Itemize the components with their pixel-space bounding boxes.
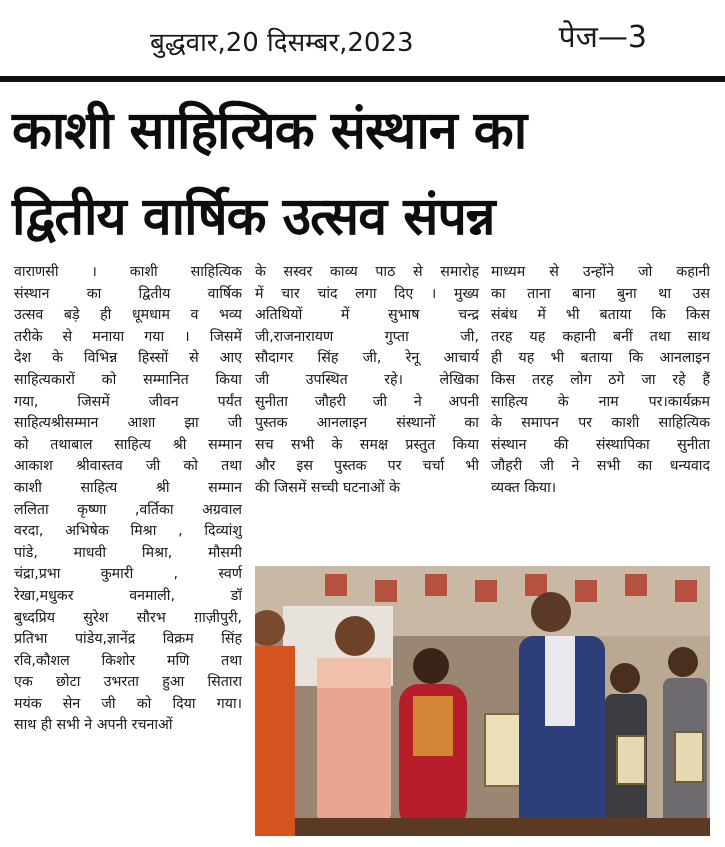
article-line: की जिसमें सच्ची घटनाओं के <box>255 479 400 496</box>
article-line: व्यक्त किया। <box>491 479 557 496</box>
article-line: संस्थान की संस्थापिका सुनीता <box>491 436 710 453</box>
article-line: सुनीता जौहरी जी ने अपनी <box>255 393 479 410</box>
article-line: सच सभी के समक्ष प्रस्तुत किया <box>255 436 479 453</box>
article-line: रवि,कौशल किशोर मणि तथा <box>14 652 242 669</box>
award-ceremony-photo <box>255 566 710 836</box>
article-line: के समापन पर काशी साहित्यिक <box>491 415 710 432</box>
article-column-1 <box>14 262 242 737</box>
article-line: संस्थान का द्वितीय वार्षिक <box>14 285 242 302</box>
article-line: गया, जिसमें जीवन पर्यंत <box>14 393 242 410</box>
article-line: और इस पुस्तक पर चर्चा भी <box>255 458 479 475</box>
article-line: एक छोटा उभरता हुआ सितारा <box>14 674 242 691</box>
article-line: वरदा, अभिषेक मिश्रा , दिव्यांशु <box>14 523 242 540</box>
article-line: तरह यह कहानी बनीं तथा साथ <box>491 328 710 345</box>
article-line: काशी साहित्य श्री सम्मान <box>14 479 242 496</box>
article-line: को तथाबाल साहित्य श्री सम्मान <box>14 436 242 453</box>
article-line: में चार चांद लगा दिए । मुख्य <box>255 285 479 302</box>
article-line: साहित्यश्रीसम्मान आशा झा जी <box>14 415 242 432</box>
article-line: चंद्रा,प्रभा कुमारी , स्वर्ण <box>14 566 242 583</box>
article-line: साथ ही सभी ने अपनी रचनाओं <box>14 717 173 734</box>
article-line: रेखा,मधुकर वनमाली, डॉ <box>14 587 242 604</box>
article-line: किस तरह लोग ठगे जा रहे हैं <box>491 371 710 388</box>
article-line: संबंध में भी बताया कि किस <box>491 307 710 324</box>
article-line: जी,राजनारायण गुप्ता जी, <box>255 328 479 345</box>
article-line: साहित्यकारों को सम्मानित किया <box>14 371 242 388</box>
article-line: सौदागर सिंह जी, रेनू आचार्य <box>255 350 479 367</box>
article-line: पुस्तक आनलाइन संस्थानों का <box>255 415 479 432</box>
article-line: तरीके से मनाया गया । जिसमें <box>14 328 242 345</box>
page-number: पेज—3 <box>558 20 647 55</box>
article-line: ललिता कृष्णा ,वर्तिका अग्रवाल <box>14 501 242 518</box>
article-line: ही यह भी बताया कि आनलाइन <box>491 350 710 367</box>
article-column-3 <box>491 262 710 500</box>
article-line: माध्यम से उन्होंने जो कहानी <box>491 264 710 280</box>
article-line: पांडे, माधवी मिश्रा, मौसमी <box>14 544 242 561</box>
article-line: अतिथियों में सुभाष चन्द्र <box>255 307 479 324</box>
article-line: के सस्वर काव्य पाठ से समारोह <box>255 264 479 280</box>
article-line: आकाश श्रीवास्तव जी को तथा <box>14 458 242 475</box>
article-line: जी उपस्थित रहे। लेखिका <box>255 371 479 388</box>
header-rule <box>0 76 725 82</box>
dateline: बुद्धवार,20 दिसम्बर,2023 <box>150 28 414 58</box>
article-line: वाराणसी । काशी साहित्यिक <box>14 264 242 280</box>
headline-line-2: द्वितीय वार्षिक उत्सव संपन्न <box>12 187 495 247</box>
article-line: उत्सव बड़े ही धूमधाम व भव्य <box>14 307 242 324</box>
article-line: प्रतिभा पांडेय,ज्ञानेंद्र विक्रम सिंह <box>14 631 242 648</box>
article-line: देश के विभिन्न हिस्सों से आए <box>14 350 242 367</box>
article-line: साहित्य के नाम पर।कार्यक्रम <box>491 393 710 410</box>
headline-line-1: काशी साहित्यिक संस्थान का <box>12 101 527 161</box>
article-line: मयंक सेन जी को दिया गया। <box>14 695 242 712</box>
article-line: का ताना बाना बुना था उस <box>491 285 710 302</box>
article-line: बुध्दप्रिय सुरेश सौरभ ग़ाज़ीपुरी, <box>14 609 242 626</box>
article-line: जौहरी जी ने सभी का धन्यवाद <box>491 458 710 475</box>
article-column-2 <box>255 262 479 500</box>
